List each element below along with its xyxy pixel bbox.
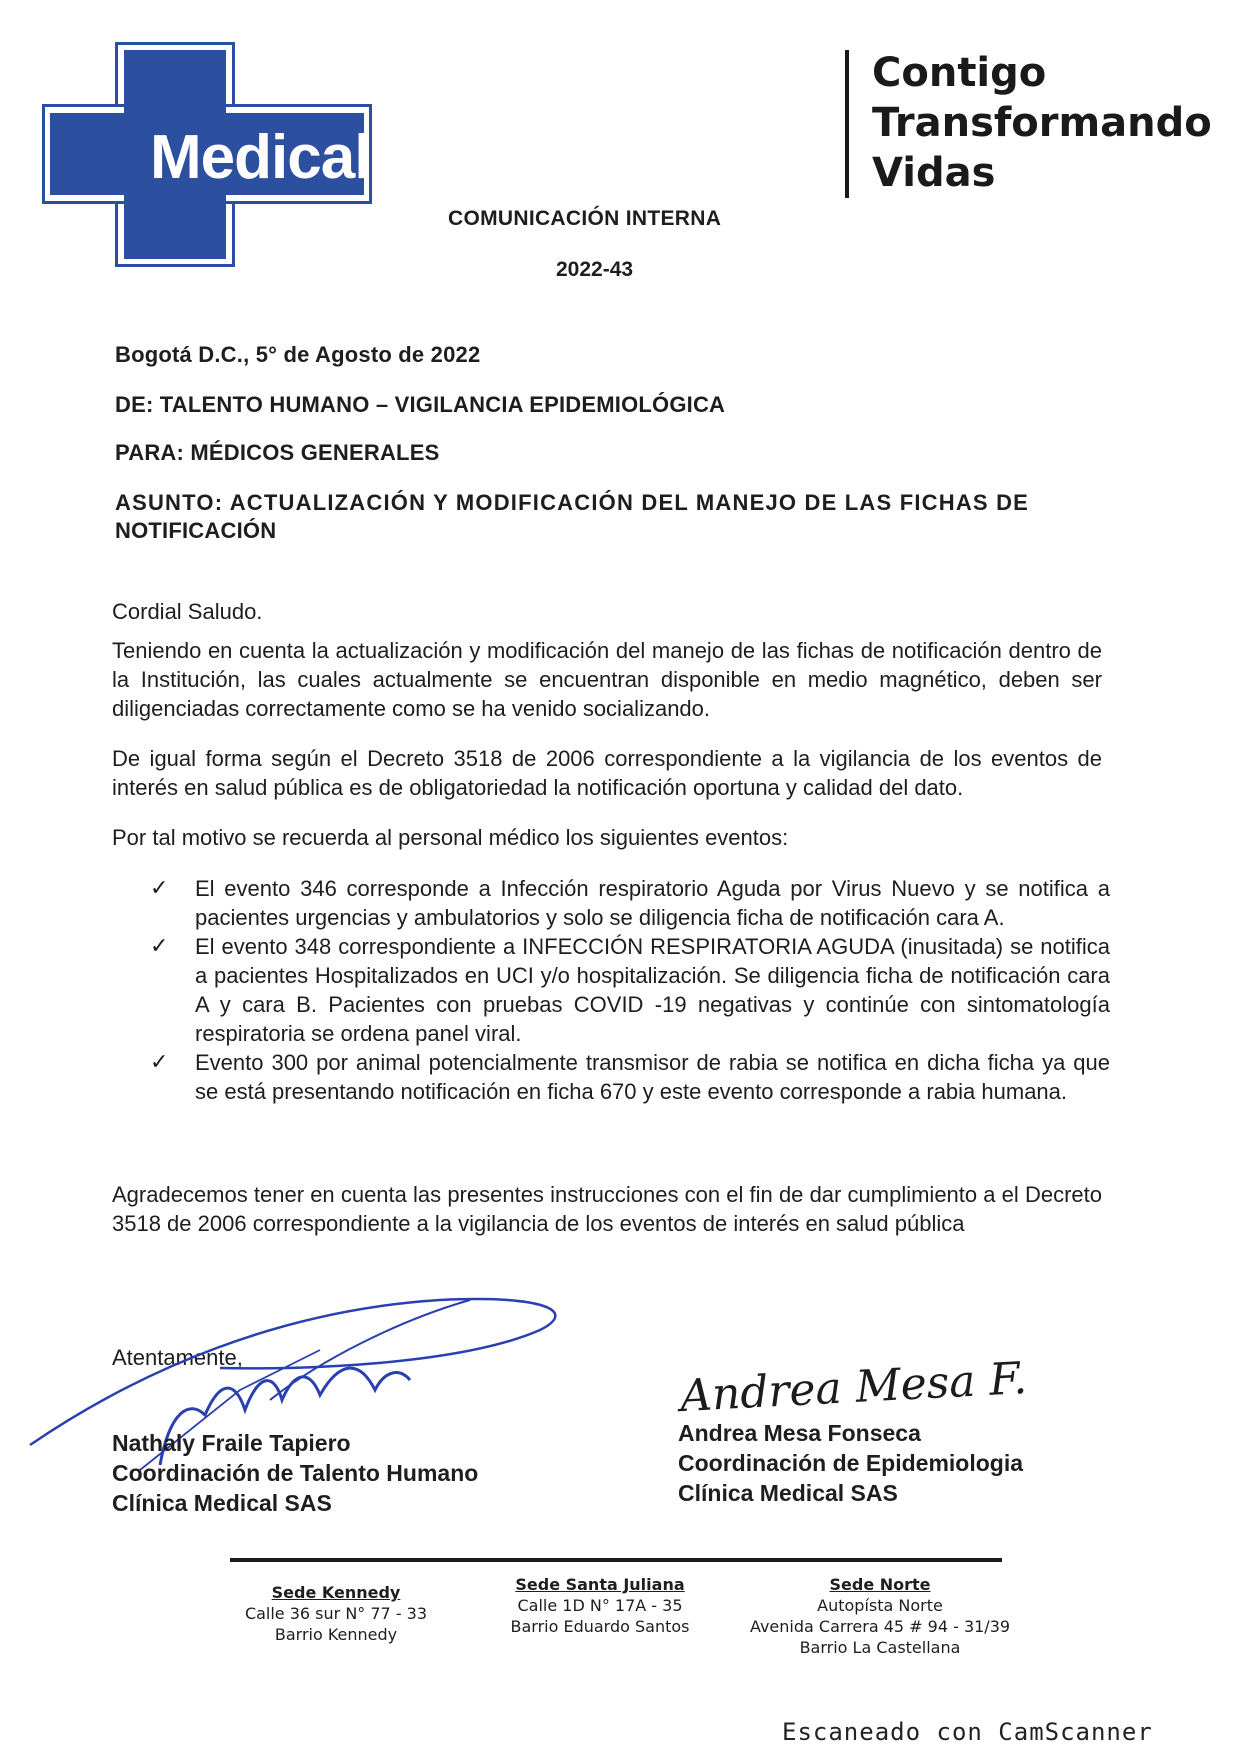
list-item: ✓ El evento 346 corresponde a Infección respiratorio Aguda por Virus Nuevo y se notifica a pacientes urgencias y ambulatorios y solo se diligencia ficha de notificación cara A. [150,876,1110,930]
sede-kennedy: Sede Kennedy Calle 36 sur N° 77 - 33 Barrio Kennedy [244,1583,428,1644]
document-title: COMUNICACIÓN INTERNA [448,207,722,230]
slogan-divider [845,50,849,198]
checkmark-icon: ✓ [150,876,169,901]
paragraph-1: Teniendo en cuenta la actualización y modificación del manejo de las fichas de notificación dentro de la Institución, las cuales actualmente se encuentran disponible en medio magnético, deben ser diligenciadas correctamente como se ha venido socializando. [112,638,1102,721]
checkmark-icon: ✓ [150,934,169,959]
slogan: Contigo Transformando Vidas [872,50,1212,196]
sede-norte: Sede Norte Autopísta Norte Avenida Carrera 45 # 94 - 31/39 Barrio La Castellana [749,1575,1011,1657]
handwritten-signature-2: Andrea Mesa F. [678,1352,1029,1423]
closing: Atentamente, [112,1345,243,1370]
list-item: ✓ El evento 348 correspondiente a INFECCIÓN RESPIRATORIA AGUDA (inusitada) se notifica a pacientes Hospitalizados en UCI y/o hospitalización. Se diligencia ficha de notificación cara A y cara B. Pacientes con pruebas COVID -19 negativas y continúe con sintomatología respiratoria se ordena panel viral. [150,934,1110,1046]
logo-wordmark: Medical [150,123,371,192]
event-list [150,874,1110,1106]
sede-santa-juliana: Sede Santa Juliana Calle 1D N° 17A - 35 Barrio Eduardo Santos [510,1575,690,1636]
paragraph-2: De igual forma según el Decreto 3518 de 2006 correspondiente a la vigilancia de los eventos de interés en salud pública es de obligatoriedad la notificación oportuna y calidad del dato. [112,746,1102,800]
document-to: PARA: MÉDICOS GENERALES [115,440,440,465]
medical-logo [42,42,372,267]
footer-divider [230,1558,1002,1562]
scanner-watermark: Escaneado con CamScanner [782,1718,1153,1746]
greeting: Cordial Saludo. [112,599,263,624]
paragraph-3: Por tal motivo se recuerda al personal médico los siguientes eventos: [112,825,789,850]
list-item: ✓ Evento 300 por animal potencialmente transmisor de rabia se notifica en dicha ficha ya que se está presentando notificación en ficha 670 y este evento corresponde a rabia humana. [150,1050,1110,1104]
document-subject: ASUNTO: ACTUALIZACIÓN Y MODIFICACIÓN DEL MANEJO DE LAS FICHAS DE NOTIFICACIÓN [115,490,1030,543]
document-date: Bogotá D.C., 5° de Agosto de 2022 [115,342,481,367]
document-number: 2022-43 [556,258,634,281]
document-from: DE: TALENTO HUMANO – VIGILANCIA EPIDEMIOLÓGICA [115,392,726,417]
signature-block-1: Nathaly Fraile Tapiero Coordinación de Talento Humano Clínica Medical SAS [112,1430,479,1516]
paragraph-4: Agradecemos tener en cuenta las presentes instrucciones con el fin de dar cumplimiento a el Decreto 3518 de 2006 correspondiente a la vigilancia de los eventos de interés en salud pública [112,1182,1102,1236]
checkmark-icon: ✓ [150,1050,169,1075]
signature-block-2: Andrea Mesa Fonseca Coordinación de Epidemiologia Clínica Medical SAS [678,1420,1024,1506]
